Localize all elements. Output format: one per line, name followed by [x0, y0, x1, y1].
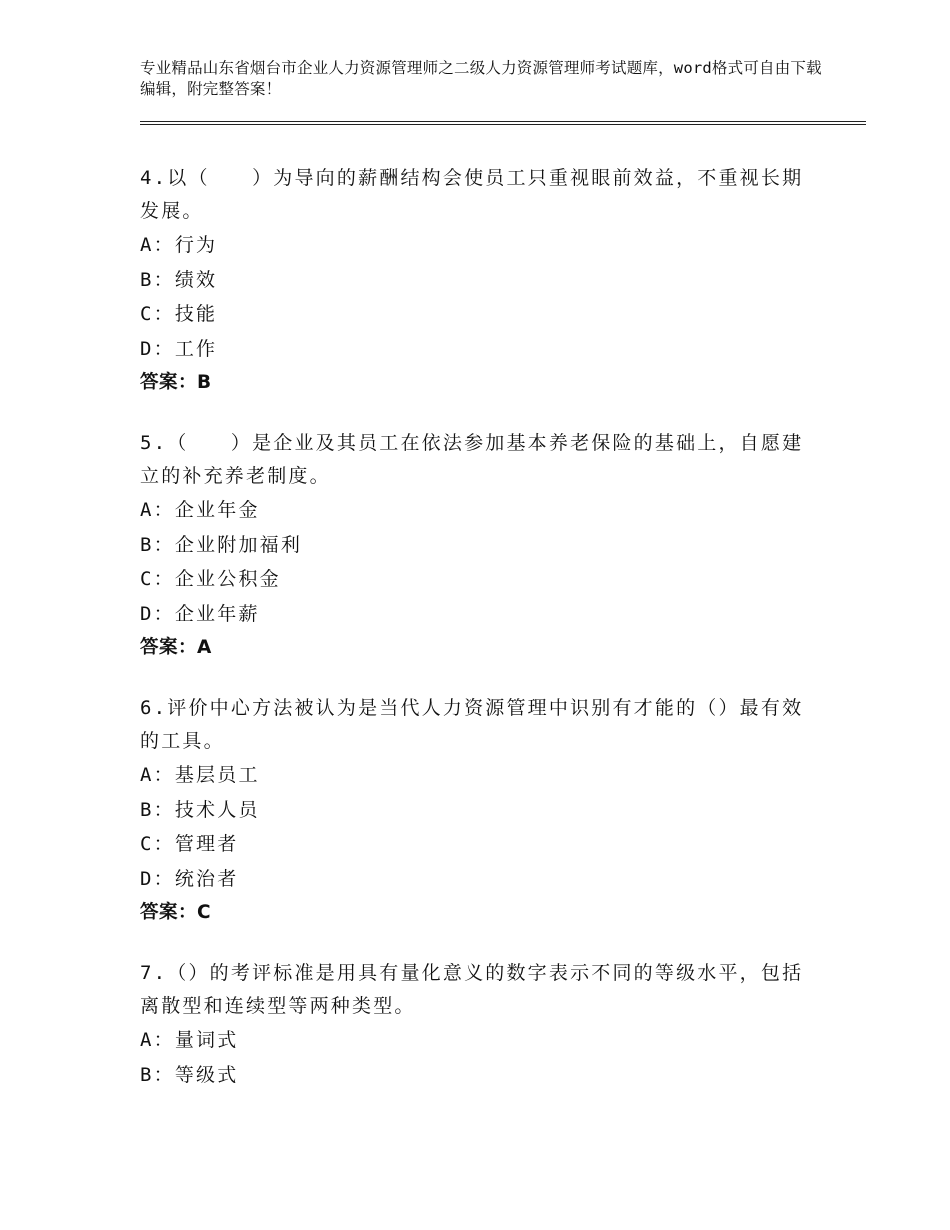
answer-text: 答案：B: [140, 372, 212, 393]
question-text: 5.（ ）是企业及其员工在依法参加基本养老保险的基础上，自愿建立的补充养老制度。: [140, 432, 804, 487]
header-divider: [140, 121, 866, 125]
question-item: [140, 427, 810, 665]
question-item: [140, 692, 810, 930]
question-text: 6.评价中心方法被认为是当代人力资源管理中识别有才能的（）最有效的工具。: [140, 697, 804, 752]
option-b: B：企业附加福利: [140, 533, 303, 556]
option-b: B：绩效: [140, 268, 218, 291]
option-a: A：企业年金: [140, 499, 260, 521]
option-a: A：基层员工: [140, 764, 260, 786]
question-text: 7.（）的考评标准是用具有量化意义的数字表示不同的等级水平，包括离散型和连续型等两种类型。: [140, 962, 804, 1017]
option-b: B：等级式: [140, 1063, 239, 1086]
option-c: C：企业公积金: [140, 568, 281, 590]
question-item: [140, 162, 810, 400]
option-b: B：技术人员: [140, 798, 260, 821]
option-a: A：行为: [140, 234, 218, 256]
question-list: [140, 162, 810, 1119]
option-c: C：技能: [140, 303, 218, 325]
question-text: 4.以（ ）为导向的薪酬结构会使员工只重视眼前效益，不重视长期发展。: [140, 167, 804, 222]
option-d: D：统治者: [140, 867, 239, 890]
option-a: A：量词式: [140, 1029, 239, 1051]
option-d: D：工作: [140, 337, 218, 360]
answer-text: 答案：C: [140, 902, 212, 923]
document-header: 专业精品山东省烟台市企业人力资源管理师之二级人力资源管理师考试题库，word格式可自由下载编辑，附完整答案！: [140, 59, 822, 98]
answer-text: 答案：A: [140, 637, 212, 658]
question-item: [140, 957, 810, 1092]
option-d: D：企业年薪: [140, 602, 260, 625]
option-c: C：管理者: [140, 833, 239, 855]
